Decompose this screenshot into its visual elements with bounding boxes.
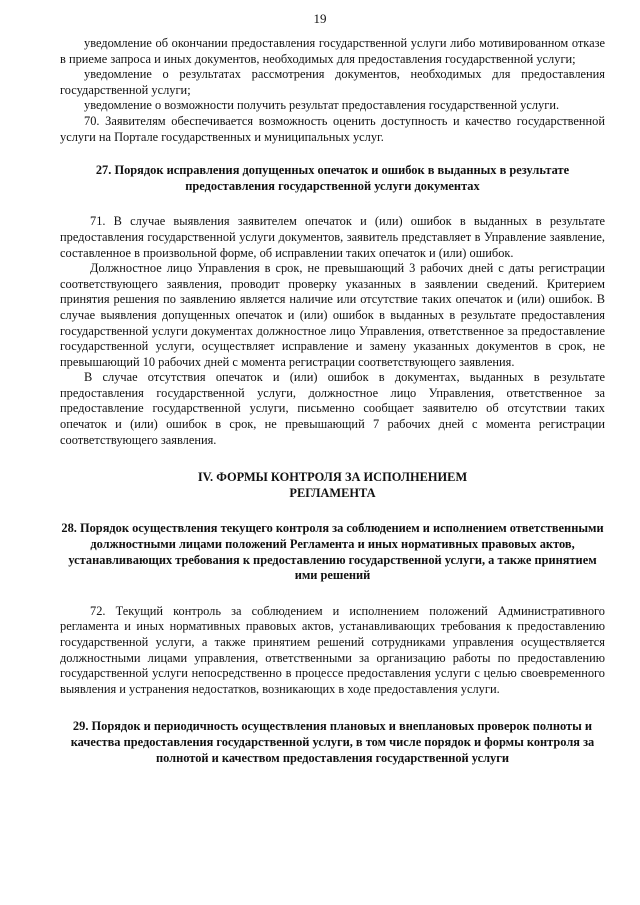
paragraph-notice-results: уведомление о результатах рассмотрения документов, необходимых для предоставления государственной услуги; <box>60 67 605 97</box>
paragraph-notice-end: уведомление об окончании предоставления государственной услуги либо мотивированном отказе в приеме запроса и иных документов, необходимых для предоставления государственной услуги; <box>60 36 605 66</box>
section-27-heading: 27. Порядок исправления допущенных опечаток и ошибок в выданных в результате предоставления государственной услуги документах <box>95 163 570 193</box>
paragraph-71-review: Должностное лицо Управления в срок, не превышающий 3 рабочих дней с даты регистрации соответствующего заявления, проводит проверку указанных в заявлении сведений. Критерием принятия решения по заявлению является наличие или отсутствие таких опечаток и (или) ошибок. В случае выявления допущенных опечаток и (или) ошибок в выданных в результате предоставления государственной услуги документах должностное лицо Управления, ответственное за предоставление государственной услуги, осуществляет исправление и замену указанных документов в срок, не превышающий 10 рабочих дней с момента регистрации соответствующего заявления. <box>60 261 605 369</box>
paragraph-70: 70. Заявителям обеспечивается возможность оценить доступность и качество государственной услуги на Портале государственных и муниципальных услуг. <box>60 113 605 144</box>
section-29-heading: 29. Порядок и периодичность осуществления плановых и внеплановых проверок полноты и качества предоставления государственной услуги, в том числе порядок и формы контроля за полнотой и качеством предоставления государственной услуги <box>70 719 595 765</box>
paragraph-71: 71. В случае выявления заявителем опечаток и (или) ошибок в выданных в результате предоставления государственной услуги документов, заявитель представляет в Управление заявление, составленное в произвольной форме, об исправлении таких опечаток и (или) ошибок. <box>60 214 605 260</box>
paragraph-72: 72. Текущий контроль за соблюдением и исполнением положений Административного регламента и иных нормативных правовых актов, устанавливающих требования к предоставлению государственной услуги, а также принятием решений сотрудниками управления осуществляется должностными лицами управления, ответственными за организацию работы по предоставлению государственной услуги непосредственно в процессе предоставления услуги с целью своевременного выявления и устранения недостатков, возникающих в ходе предоставления услуги. <box>60 603 605 696</box>
page-body <box>60 36 605 766</box>
part-4-heading-line2: РЕГЛАМЕНТА <box>289 485 376 500</box>
part-4-heading-line1: IV. ФОРМЫ КОНТРОЛЯ ЗА ИСПОЛНЕНИЕМ <box>197 470 468 485</box>
section-28-heading: 28. Порядок осуществления текущего контроля за соблюдением и исполнением ответственными должностными лицами положений Регламента и иных нормативных правовых актов, устанавливающих требования к предоставлению государственной услуги, а также принятием ими решений <box>61 521 604 583</box>
paragraph-71-absence: В случае отсутствия опечаток и (или) ошибок в документах, выданных в результате предоставления государственной услуги, должностное лицо Управления, ответственное за предоставление государственной услуги, письменно сообщает заявителю об отсутствии таких опечаток и (или) ошибок в срок, не превышающий 7 рабочих дней с момента регистрации соответствующего заявления. <box>60 370 605 447</box>
paragraph-notice-possibility: уведомление о возможности получить результат предоставления государственной услуги. <box>84 98 560 113</box>
part-4-heading <box>60 470 605 501</box>
page-number: 19 <box>313 11 327 26</box>
